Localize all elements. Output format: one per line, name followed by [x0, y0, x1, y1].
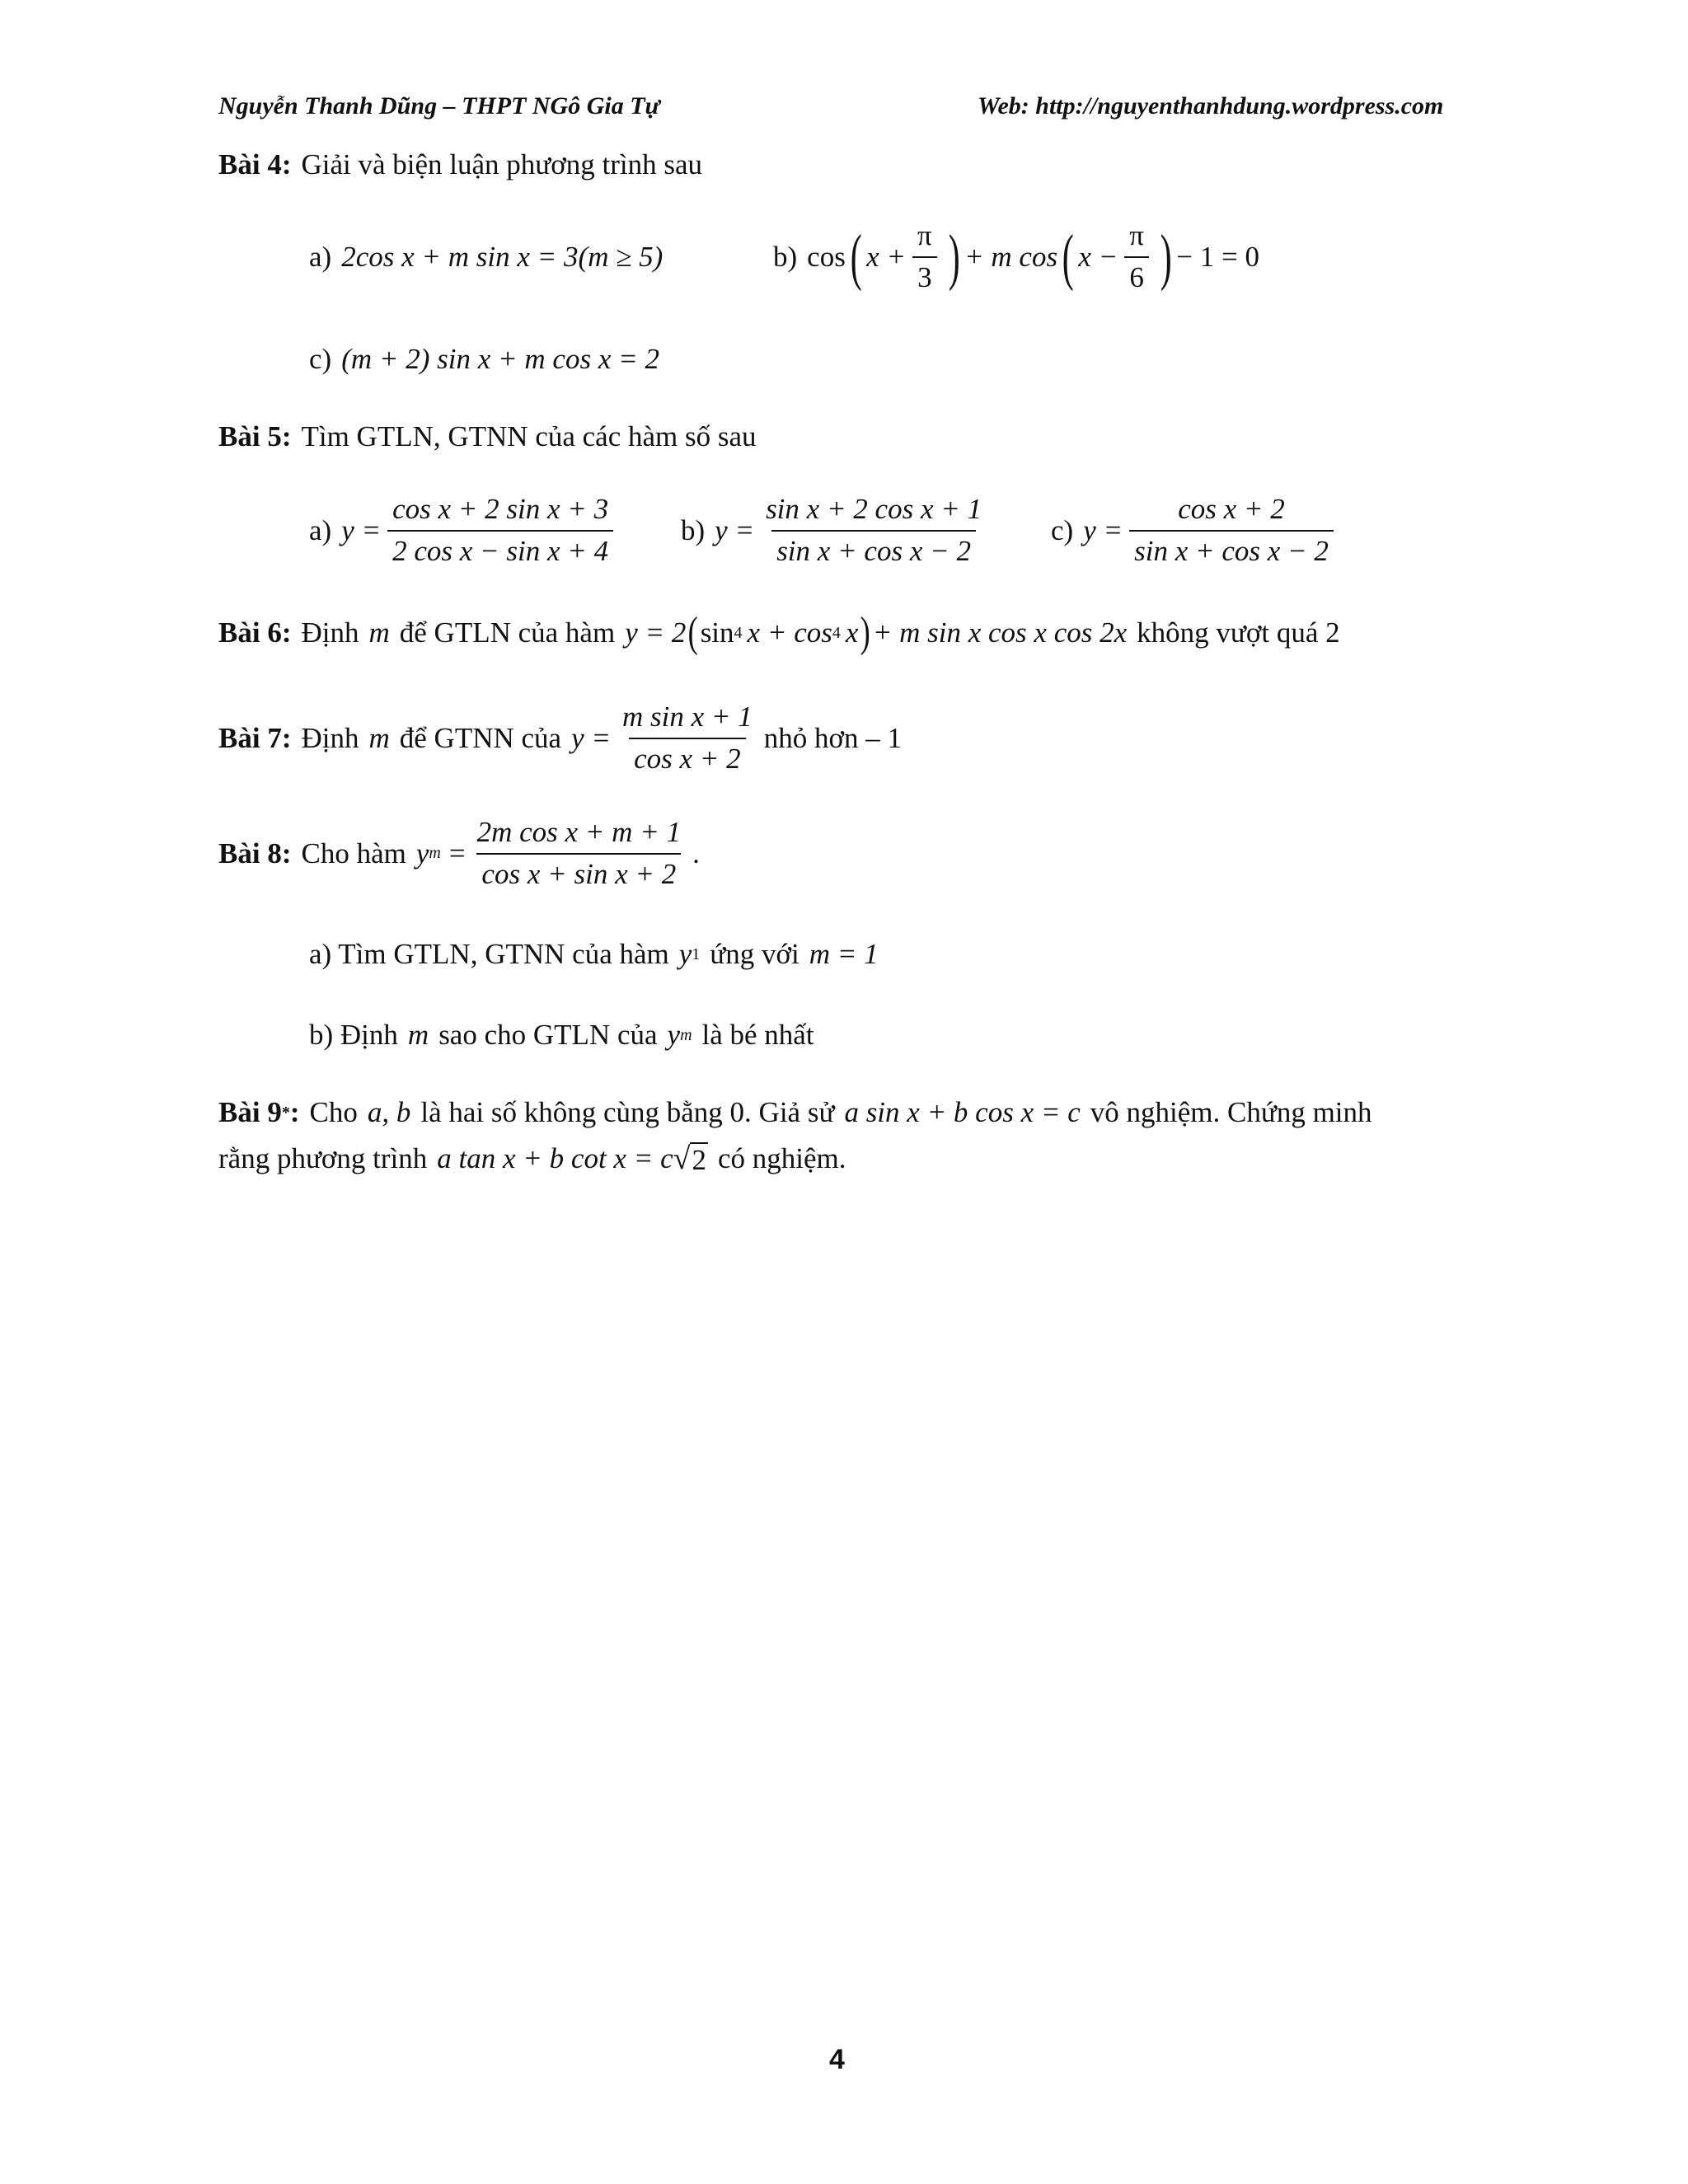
fraction [761, 494, 987, 567]
radical-sign: √ [673, 1141, 691, 1176]
math-text: y = [341, 513, 382, 546]
problem-7 [218, 702, 902, 775]
problem-8 [218, 818, 700, 890]
problem-7-label: Bài 7: [218, 721, 292, 754]
math-var: x [845, 616, 859, 649]
item-label: b) [773, 240, 798, 273]
math-text: x + cos [747, 616, 832, 649]
math-text: y = [571, 721, 611, 754]
problem-5b [681, 494, 993, 567]
math-var: m [407, 1019, 429, 1051]
math-var: y [678, 938, 692, 970]
subscript: 1 [692, 944, 701, 963]
text: a) Tìm GTLN, GTNN của hàm [309, 938, 669, 970]
text: Cho [309, 1096, 358, 1128]
open-paren: ( [1062, 222, 1074, 292]
math-text: = [448, 837, 466, 869]
subscript: m [429, 844, 441, 863]
text: để GTLN của hàm [399, 616, 616, 649]
text: vô nghiệm. Chứng minh [1090, 1096, 1372, 1128]
text: để GTNN của [399, 721, 562, 754]
problem-6 [218, 609, 1340, 656]
problem-9-line2 [218, 1141, 846, 1177]
math-text: − 1 = 0 [1176, 240, 1260, 273]
text: không vượt quá 2 [1137, 616, 1340, 649]
problem-8b [309, 1019, 814, 1052]
text: rằng phương trình [218, 1142, 428, 1174]
math-text: sin [700, 616, 734, 649]
star-mark: * [281, 1103, 290, 1122]
math-text: y = [1083, 513, 1123, 546]
denominator: sin x + cos x − 2 [1129, 530, 1334, 567]
numerator: cos x + 2 sin x + 3 [392, 493, 609, 525]
equation: a tan x + b cot x = c [437, 1142, 673, 1174]
math-text: cos [807, 240, 846, 273]
problem-9-label: Bài 9 [218, 1096, 282, 1128]
math-text: + m cos [964, 240, 1058, 273]
math-text: m = 1 [809, 938, 879, 970]
text: Định [301, 616, 359, 649]
exponent: 4 [832, 623, 841, 642]
fraction [617, 702, 757, 775]
square-root [673, 1141, 708, 1177]
numerator: 2m cos x + m + 1 [476, 816, 682, 848]
numerator: cos x + 2 [1178, 493, 1285, 525]
text: là hai số không cùng bằng 0. Giả sử [420, 1096, 835, 1128]
item-label: b) [681, 513, 706, 546]
problem-9-line1 [218, 1096, 1372, 1129]
numerator: m sin x + 1 [621, 701, 753, 733]
close-paren: ) [948, 222, 960, 292]
problem-4c [309, 343, 659, 376]
numerator: π [1129, 219, 1144, 251]
fraction-pi-3 [912, 221, 937, 293]
text: b) Định [309, 1019, 398, 1051]
fraction [387, 494, 613, 567]
math-text: x + [866, 240, 907, 273]
text: sao cho GTLN của [438, 1019, 658, 1051]
radicand: 2 [692, 1144, 706, 1176]
problem-4a [309, 241, 663, 274]
close-paren: ) [1160, 222, 1172, 292]
fraction-pi-6 [1124, 221, 1149, 293]
fraction [472, 818, 686, 890]
equation: 2cos x + m sin x = 3(m ≥ 5) [341, 241, 663, 273]
numerator: π [917, 219, 932, 251]
denominator: 3 [912, 256, 937, 293]
math-var: y [415, 837, 429, 869]
open-paren: ( [850, 222, 862, 292]
text: nhỏ hơn – 1 [763, 721, 903, 754]
open-paren: ( [687, 609, 699, 656]
math-text: + m sin x cos x cos 2x [872, 616, 1128, 649]
item-label: c) [309, 343, 332, 375]
fraction [1129, 494, 1334, 567]
numerator: sin x + 2 cos x + 1 [766, 493, 982, 525]
math-var: a, b [367, 1096, 411, 1128]
text: ứng với [710, 938, 799, 970]
math-text: . [692, 837, 700, 869]
item-label: a) [309, 513, 332, 546]
problem-5c [1051, 494, 1340, 567]
math-var: m [368, 616, 390, 649]
equation: a sin x + b cos x = c [844, 1096, 1081, 1128]
math-var: y [667, 1019, 681, 1051]
denominator: 2 cos x − sin x + 4 [387, 530, 613, 567]
text: là bé nhất [701, 1019, 814, 1051]
problem-5-label: Bài 5: [218, 420, 292, 452]
text: Định [301, 721, 359, 754]
denominator: 6 [1124, 256, 1149, 293]
text: Cho hàm [301, 837, 406, 869]
item-label: c) [1051, 513, 1074, 546]
equation: (m + 2) sin x + m cos x = 2 [341, 343, 659, 375]
close-paren: ) [860, 609, 871, 656]
math-var: m [368, 721, 390, 754]
page-number: 4 [829, 2044, 845, 2075]
text: có nghiệm. [717, 1142, 846, 1174]
math-text: y = [715, 513, 755, 546]
math-text: y = 2 [625, 616, 687, 649]
problem-5a [309, 494, 620, 567]
header-website: Web: http://nguyenthanhdung.wordpress.com [978, 92, 1444, 120]
problem-4b [773, 221, 1259, 293]
problem-4-title: Giải và biện luận phương trình sau [301, 148, 703, 180]
denominator: cos x + 2 [629, 738, 746, 775]
item-label: a) [309, 241, 332, 273]
colon: : [289, 1096, 300, 1128]
subscript: m [680, 1025, 692, 1044]
problem-8-label: Bài 8: [218, 837, 292, 869]
problem-6-label: Bài 6: [218, 616, 292, 649]
math-text: x − [1078, 240, 1118, 273]
problem-5-heading [218, 420, 757, 453]
problem-4-label: Bài 4: [218, 148, 292, 180]
problem-4-heading [218, 148, 702, 181]
denominator: cos x + sin x + 2 [476, 853, 681, 890]
problem-5-title: Tìm GTLN, GTNN của các hàm số sau [301, 420, 757, 452]
header-author: Nguyễn Thanh Dũng – THPT NGô Gia Tự [218, 92, 660, 120]
problem-8a [309, 938, 879, 971]
exponent: 4 [734, 623, 743, 642]
denominator: sin x + cos x − 2 [771, 530, 976, 567]
